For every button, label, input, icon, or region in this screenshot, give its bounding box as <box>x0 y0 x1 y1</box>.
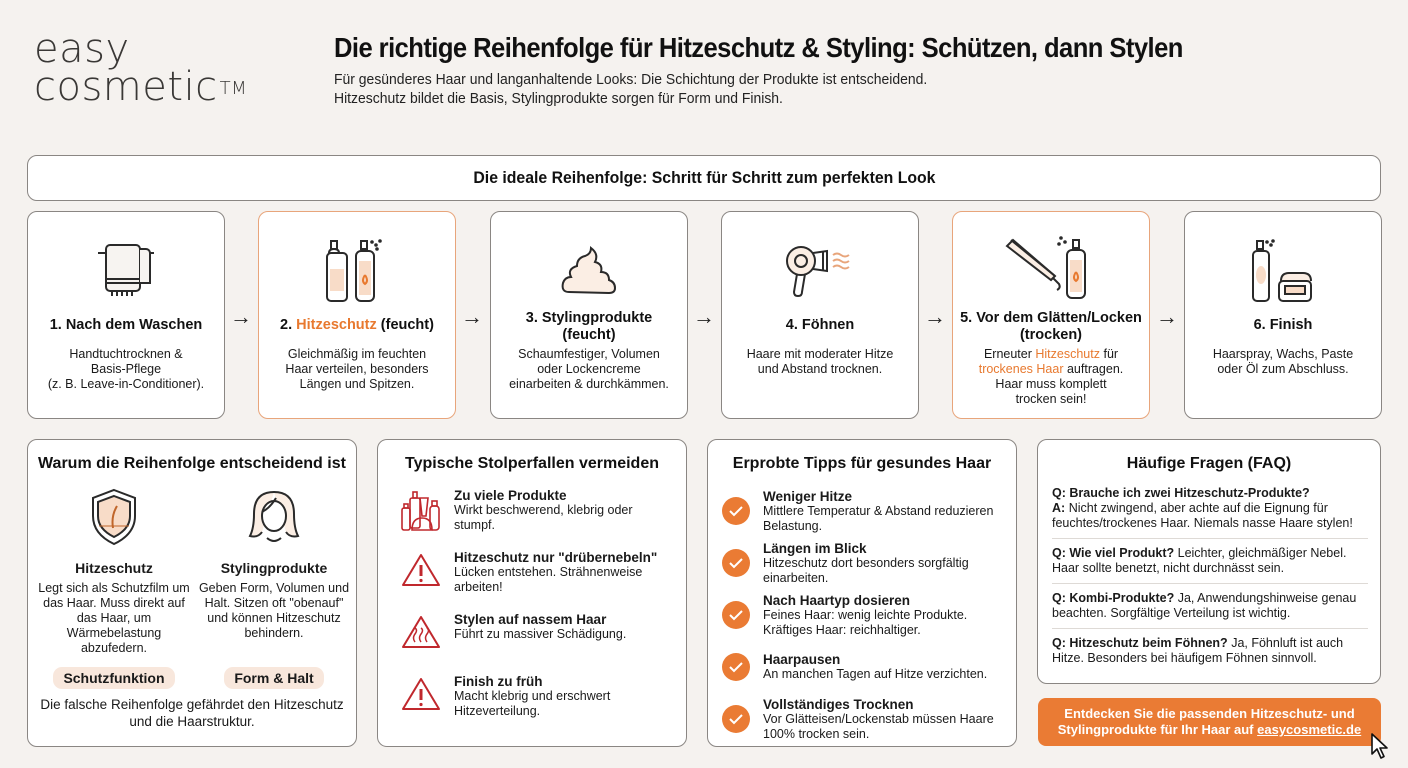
pitfall-desc: Wirkt beschwerend, klebrig oder stumpf. <box>454 503 633 532</box>
page-subtitle <box>334 70 1311 108</box>
check-icon <box>722 549 750 577</box>
hair-dryer-icon <box>722 236 918 306</box>
shield-hair-icon <box>34 488 194 552</box>
spray-jar-icon <box>1185 236 1381 306</box>
step-1-title: 1. Nach dem Waschen <box>49 317 203 333</box>
why-col-desc: Legt sich als Schutzfilm um das Haar. Muss direkt auf das Haar, um Wärmebelastung abzufedern. <box>38 581 190 655</box>
faq-question: Q: Hitzeschutz beim Föhnen? <box>1052 636 1228 650</box>
banner-title: Die ideale Reihenfolge: Schritt für Schritt zum perfekten Look <box>472 168 936 187</box>
faq-question: Q: Brauche ich zwei Hitzeschutz-Produkte? <box>1052 486 1310 500</box>
spray-bottles-icon <box>259 236 455 306</box>
why-col-title: Hitzeschutz <box>75 560 153 576</box>
step-1-desc: Handtuchtrocknen & Basis-Pflege (z. B. Leave-in-Conditioner). <box>47 347 205 391</box>
faq-title: Häufige Fragen (FAQ) <box>1126 455 1292 472</box>
why-col-desc: Geben Form, Volumen und Halt. Sitzen oft "obenauf" und können Hitzeschutz behindern. <box>198 581 350 640</box>
foam-icon <box>491 236 687 306</box>
tip-item <box>722 589 1010 641</box>
tips-card <box>707 439 1017 747</box>
pitfall-title: Hitzeschutz nur "drübernebeln" <box>454 550 658 565</box>
arrow-icon: → <box>1156 304 1178 329</box>
arrow-icon: → <box>693 304 715 329</box>
faq-card <box>1037 439 1381 684</box>
pitfall-item <box>398 488 676 550</box>
cta-link[interactable]: easycosmetic.de <box>1257 722 1362 737</box>
step-6-title: 6. Finish <box>1253 317 1313 333</box>
step-3-title: 3. Stylingprodukte (feucht) <box>525 310 653 343</box>
pitfall-title: Finish zu früh <box>454 674 543 689</box>
step-2-title: 2. Hitzeschutz (feucht) <box>280 317 434 333</box>
step-3-desc: Schaumfestiger, Volumen oder Lockencreme einarbeiten & durchkämmen. <box>509 347 669 391</box>
faq-item <box>1052 546 1368 584</box>
trademark: TM <box>219 78 248 99</box>
straightener-spray-icon <box>953 232 1149 302</box>
arrow-icon: → <box>230 304 252 329</box>
warning-icon <box>398 550 444 588</box>
step-1-card <box>27 211 225 419</box>
tips-title: Erprobte Tipps für gesundes Haar <box>732 455 992 472</box>
pitfall-item <box>398 674 676 736</box>
pitfall-item <box>398 550 676 612</box>
step-5-desc: Erneuter Hitzeschutz für trockenes Haar auftragen. Haar muss komplett trocken sein! <box>978 347 1124 406</box>
faq-answer: Leichter, gleichmäßiger Nebel. Haar sollte benetzt, nicht durchnässt sein. <box>1052 546 1347 575</box>
pitfall-desc: Führt zu massiver Schädigung. <box>454 627 627 641</box>
pitfalls-card <box>377 439 687 747</box>
step-6-desc: Haarspray, Wachs, Paste oder Öl zum Abschluss. <box>1212 347 1354 376</box>
pitfall-desc: Macht klebrig und erschwert Hitzeverteilung. <box>454 689 611 718</box>
pitfall-item <box>398 612 676 674</box>
heat-warning-icon <box>398 612 444 650</box>
arrow-icon: → <box>461 304 483 329</box>
cta-line-2: Stylingprodukte für Ihr Haar auf <box>1057 722 1254 737</box>
products-icon <box>398 488 444 532</box>
tips-list <box>722 485 1010 745</box>
faq-item <box>1052 591 1368 629</box>
pitfalls-list <box>398 488 676 736</box>
tip-title: Vollständiges Trocknen <box>763 696 914 712</box>
faq-item <box>1052 636 1368 673</box>
page-header <box>334 32 1384 108</box>
pitfalls-title: Typische Stolperfallen vermeiden <box>404 455 659 472</box>
faq-list <box>1052 486 1368 680</box>
tip-desc: Feines Haar: wenig leichte Produkte. Kräftiges Haar: reichhaltiger. <box>763 607 968 637</box>
faq-answer: Ja, Föhnluft ist auch Hitze. Besonders bei häufigem Föhnen sinnvoll. <box>1052 636 1344 665</box>
subtitle-line-1: Für gesünderes Haar und langanhaltende Looks: Die Schichtung der Produkte ist entscheidend. <box>334 71 928 88</box>
check-icon <box>722 497 750 525</box>
why-col-title: Stylingprodukte <box>220 560 328 576</box>
tip-title: Haarpausen <box>763 652 841 667</box>
page-title: Die richtige Reihenfolge für Hitzeschutz & Styling: Schützen, dann Stylen <box>334 32 1183 63</box>
arrow-icon: → <box>924 304 946 329</box>
towel-icon <box>28 236 224 306</box>
brand-logo <box>34 26 248 110</box>
subtitle-line-2: Hitzeschutz bildet die Basis, Stylingprodukte sorgen für Form und Finish. <box>334 90 783 107</box>
pill-badge: Schutzfunktion <box>53 667 174 689</box>
step-5-title: 5. Vor dem Glätten/Locken (trocken) <box>960 310 1142 343</box>
step-2-desc: Gleichmäßig im feuchten Haar verteilen, besonders Längen und Spitzen. <box>285 347 429 391</box>
check-icon <box>722 705 750 733</box>
check-icon <box>722 601 750 629</box>
tip-item <box>722 693 1010 745</box>
tip-item <box>722 537 1010 589</box>
why-footer: Die falsche Reihenfolge gefährdet den Hitzeschutz und die Haarstruktur. <box>40 697 344 729</box>
logo-line-2: cosmetic <box>34 64 218 110</box>
faq-answer: Nicht zwingend, aber achte auf die Eignung für feuchtes/trockenes Haar. Niemals nasse Haare stylen! <box>1052 501 1353 530</box>
logo-line-1: easy <box>34 26 130 72</box>
step-4-title: 4. Föhnen <box>785 317 855 333</box>
tip-item <box>722 485 1010 537</box>
section-banner <box>27 155 1381 201</box>
cta-line-1: Entdecken Sie die passenden Hitzeschutz- und <box>1064 706 1355 721</box>
tip-title: Nach Haartyp dosieren <box>763 592 911 608</box>
faq-answer: Ja, Anwendungshinweise genau beachten. Sorgfältige Verteilung ist wichtig. <box>1052 591 1357 620</box>
pitfall-title: Zu viele Produkte <box>454 488 567 503</box>
pill-badge: Form & Halt <box>224 667 323 689</box>
why-card <box>27 439 357 747</box>
tip-desc: Mittlere Temperatur & Abstand reduzieren Belastung. <box>763 503 994 533</box>
faq-question: Q: Kombi-Produkte? <box>1052 591 1175 605</box>
cursor-icon <box>1370 732 1392 765</box>
pitfall-desc: Lücken entstehen. Strähnenweise arbeiten! <box>454 565 643 594</box>
why-col-heat-protection <box>34 488 194 689</box>
step-5-card <box>952 211 1150 419</box>
warning-icon <box>398 674 444 712</box>
woman-hair-icon <box>194 488 354 552</box>
cta-button[interactable] <box>1038 698 1381 746</box>
tip-desc: Hitzeschutz dort besonders sorgfältig einarbeiten. <box>763 555 969 585</box>
pitfall-title: Stylen auf nassem Haar <box>454 612 607 627</box>
tip-desc: An manchen Tagen auf Hitze verzichten. <box>763 667 988 681</box>
tip-desc: Vor Glätteisen/Lockenstab müssen Haare 100% trocken sein. <box>763 711 994 741</box>
why-col-styling <box>194 488 354 689</box>
faq-question: Q: Wie viel Produkt? <box>1052 546 1175 560</box>
steps-row <box>27 211 1381 419</box>
step-4-desc: Haare mit moderater Hitze und Abstand trocknen. <box>746 347 894 376</box>
why-title: Warum die Reihenfolge entscheidend ist <box>38 455 346 472</box>
faq-item: Q: Brauche ich zwei Hitzeschutz-Produkte? A: Nicht zwingend, aber achte auf die Eignung für feuchtes/trockenes Haar. Niemals nasse Haare stylen! <box>1052 486 1368 539</box>
step-6-card <box>1184 211 1382 419</box>
step-4-card <box>721 211 919 419</box>
step-2-card <box>258 211 456 419</box>
check-icon <box>722 653 750 681</box>
step-3-card <box>490 211 688 419</box>
tip-item <box>722 641 1010 693</box>
tip-title: Längen im Blick <box>763 540 867 556</box>
tip-title: Weniger Hitze <box>763 488 853 504</box>
